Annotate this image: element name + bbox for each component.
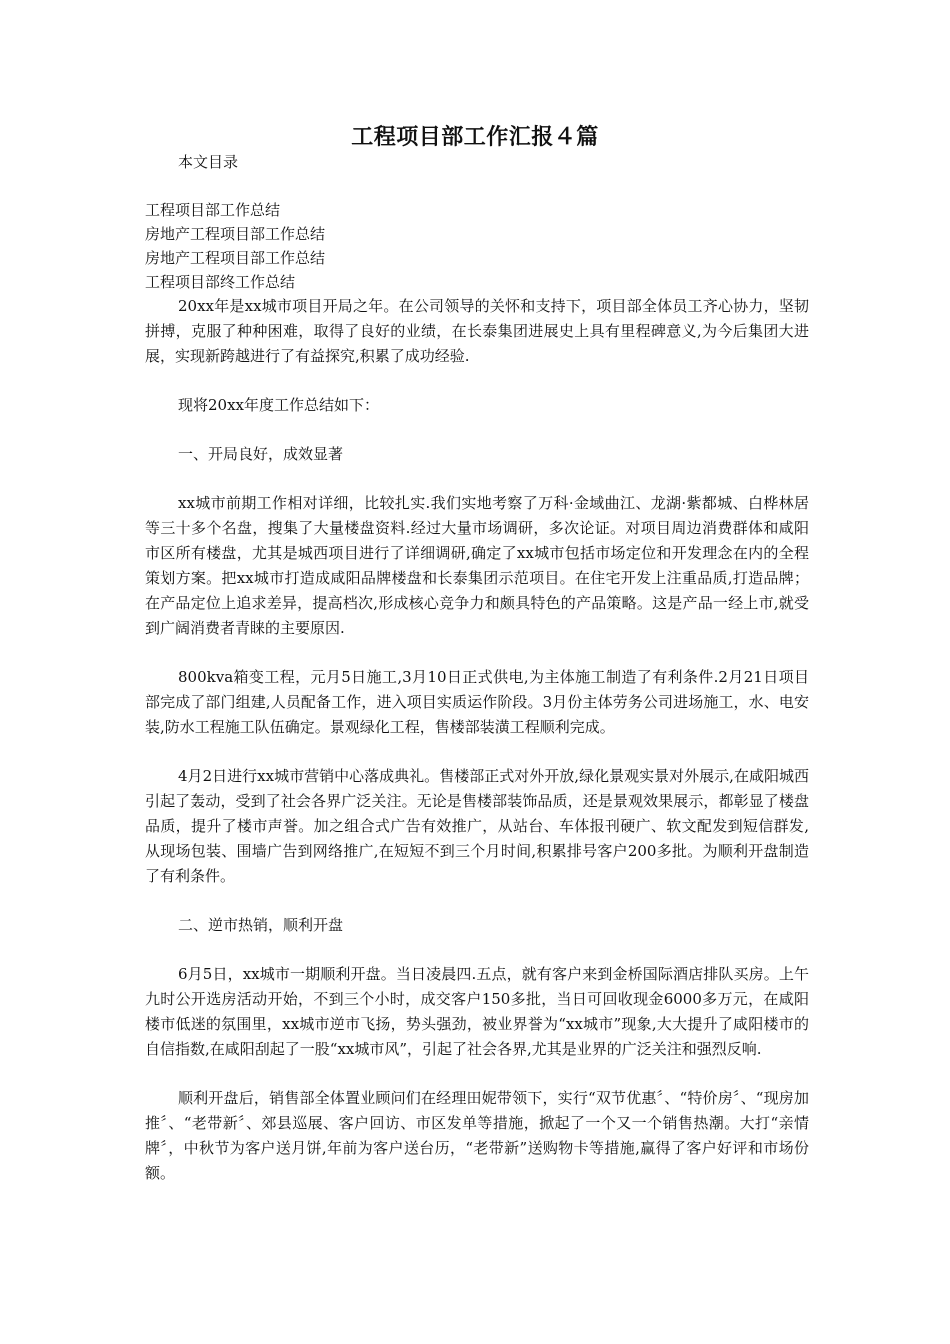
paragraph-opening: 6月5日，xx城市一期顺利开盘。当日凌晨四.五点，就有客户来到金桥国际酒店排队买房。上午九时公开选房活动开始，不到三个小时，成交客户150多批，当日可回收现金6000多万元，在咸阳楼市低迷的氛围里，xx城市逆市飞扬，势头强劲，被业界誉为“xx城市”现象,大大提升了咸阳楼市的自信指数,在咸阳刮起了一股“xx城市风”，引起了社会各界,尤其是业界的广泛关注和强烈反响.	[145, 965, 809, 1058]
paragraph-intro: 20xx年是xx城市项目开局之年。在公司领导的关怀和支持下，项目部全体员工齐心协力，坚韧拼搏，克服了种种困难，取得了良好的业绩，在长泰集团进展史上具有里程碑意义,为今后集团大进展，实现新跨越进行了有益探究,积累了成功经验.	[145, 297, 809, 365]
paragraph-research: xx城市前期工作相对详细，比较扎实.我们实地考察了万科·金域曲江、龙湖·紫都城、白桦林居等三十多个名盘，搜集了大量楼盘资料.经过大量市场调研，多次论证。对项目周边消费群体和咸阳市区所有楼盘，尤其是城西项目进行了详细调研,确定了xx城市包括市场定位和开发理念在内的全程策划方案。把xx城市打造成咸阳品牌楼盘和长泰集团示范项目。在住宅开发上注重品质,打造品牌；在产品定位上追求差异，提高档次,形成核心竞争力和颇具特色的产品策略。这是产品一经上市,就受到广阔消费者青睐的主要原因.	[145, 494, 809, 637]
toc-item[interactable]: 房地产工程项目部工作总结	[145, 225, 326, 243]
section-heading-2: 二、逆市热销，顺利开盘	[178, 916, 344, 934]
toc-item[interactable]: 房地产工程项目部工作总结	[145, 249, 326, 267]
paragraph-sales-center: 4月2日进行xx城市营销中心落成典礼。售楼部正式对外开放,绿化景观实景对外展示,在咸阳城西引起了轰动，受到了社会各界广泛关注。无论是售楼部装饰品质，还是景观效果展示，都彰显了楼盘品质，提升了楼市声誉。加之组合式广告有效推广，从站台、车体报刊硬广、软文配发到短信群发,从现场包装、围墙广告到网络推广,在短短不到三个月时间,积累排号客户200多批。为顺利开盘制造了有利条件。	[145, 767, 809, 885]
document-title: 工程项目部工作汇报４篇	[351, 124, 599, 150]
paragraph-construction: 800kva箱变工程，元月5日施工,3月10日正式供电,为主体施工制造了有利条件.2月21日项目部完成了部门组建,人员配备工作，进入项目实质运作阶段。3月份主体劳务公司进场施工，水、电安装,防水工程施工队伍确定。景观绿化工程，售楼部装潢工程顺利完成。	[145, 668, 809, 736]
paragraph-promotion: 顺利开盘后，销售部全体置业顾问们在经理田妮带领下，实行“双节优惠〞、“特价房〞、“现房加推〞、“老带新〞、郊县巡展、客户回访、市区发单等措施，掀起了一个又一个销售热潮。大打“亲情牌〞，中秋节为客户送月饼,年前为客户送台历，“老带新”送购物卡等措施,赢得了客户好评和市场份额。	[145, 1089, 809, 1182]
document-body	[145, 294, 809, 1210]
paragraph-summary-lead: 现将20xx年度工作总结如下：	[178, 396, 380, 414]
table-of-contents	[145, 198, 325, 294]
toc-item[interactable]: 工程项目部终工作总结	[145, 273, 296, 291]
section-heading-1: 一、开局良好，成效显著	[178, 445, 344, 463]
toc-item[interactable]: 工程项目部工作总结	[145, 201, 281, 219]
toc-label: 本文目录	[178, 153, 239, 171]
